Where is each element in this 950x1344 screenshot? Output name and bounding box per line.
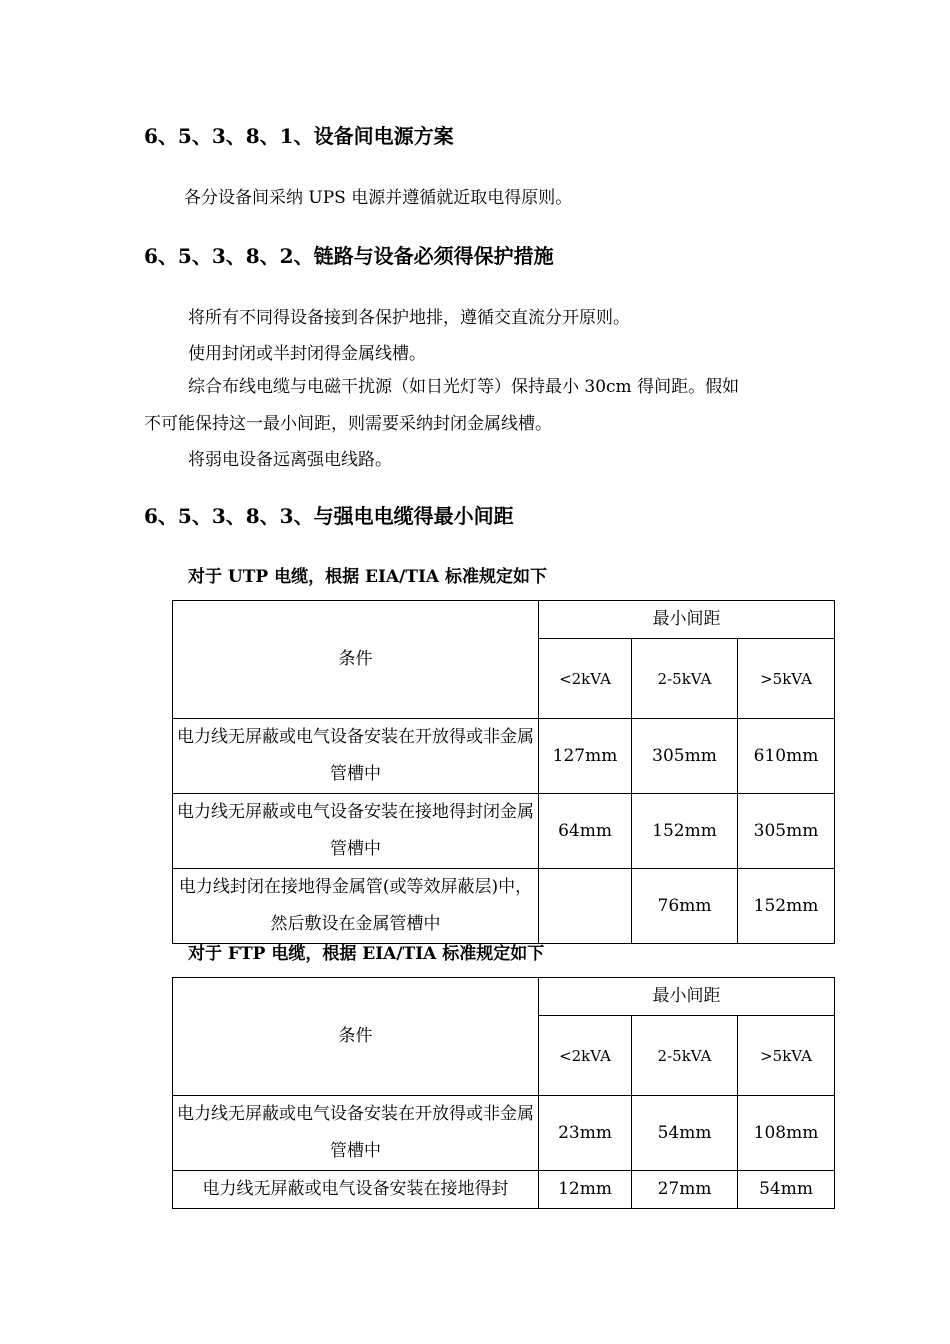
header-min-spacing: 最小间距	[539, 978, 835, 1016]
section-heading-spacing: 6、5、3、8、3、与强电电缆得最小间距	[144, 504, 514, 528]
header-condition: 条件	[173, 601, 539, 719]
table-cell: 305mm	[632, 719, 738, 794]
utp-table-caption: 对于 UTP 电缆，根据 EIA/TIA 标准规定如下	[188, 567, 548, 587]
table-row-condition: 电力线无屏蔽或电气设备安装在开放得或非金属管槽中	[173, 1096, 539, 1171]
header-min-spacing: 最小间距	[539, 601, 835, 639]
ftp-spacing-table	[172, 977, 835, 1209]
protection-item: 综合布线电缆与电磁干扰源（如日光灯等）保持最小 30cm 得间距。假如	[188, 377, 740, 397]
table-cell: 152mm	[632, 794, 738, 869]
header-unit: >5kVA	[738, 1016, 835, 1096]
table-cell: 127mm	[539, 719, 632, 794]
table-row-condition: 电力线无屏蔽或电气设备安装在开放得或非金属管槽中	[173, 719, 539, 794]
header-unit: >5kVA	[738, 639, 835, 719]
protection-item: 将弱电设备远离强电线路。	[188, 450, 392, 470]
table-cell: 152mm	[738, 869, 835, 944]
table-cell	[539, 869, 632, 944]
header-unit: <2kVA	[539, 639, 632, 719]
table-row-condition: 电力线无屏蔽或电气设备安装在接地得封	[173, 1171, 539, 1209]
table-cell: 610mm	[738, 719, 835, 794]
paragraph-ups: 各分设备间采纳 UPS 电源并遵循就近取电得原则。	[184, 188, 573, 208]
table-cell: 305mm	[738, 794, 835, 869]
protection-item-continuation: 不可能保持这一最小间距，则需要采纳封闭金属线槽。	[144, 414, 552, 434]
utp-spacing-table	[172, 600, 835, 944]
section-heading-protection: 6、5、3、8、2、链路与设备必须得保护措施	[144, 244, 554, 268]
table-row-condition: 电力线无屏蔽或电气设备安装在接地得封闭金属管槽中	[173, 794, 539, 869]
ftp-table-caption: 对于 FTP 电缆，根据 EIA/TIA 标准规定如下	[188, 944, 545, 964]
section-heading-power: 6、5、3、8、1、设备间电源方案	[144, 124, 454, 148]
table-cell: 23mm	[539, 1096, 632, 1171]
table-cell: 54mm	[738, 1171, 835, 1209]
table-cell: 27mm	[632, 1171, 738, 1209]
header-condition: 条件	[173, 978, 539, 1096]
header-unit: 2-5kVA	[632, 639, 738, 719]
header-unit: <2kVA	[539, 1016, 632, 1096]
table-cell: 12mm	[539, 1171, 632, 1209]
protection-item: 使用封闭或半封闭得金属线槽。	[188, 344, 426, 364]
table-cell: 108mm	[738, 1096, 835, 1171]
table-cell: 54mm	[632, 1096, 738, 1171]
table-cell: 64mm	[539, 794, 632, 869]
table-cell: 76mm	[632, 869, 738, 944]
header-unit: 2-5kVA	[632, 1016, 738, 1096]
protection-item: 将所有不同得设备接到各保护地排，遵循交直流分开原则。	[188, 308, 630, 328]
table-row-condition: 电力线封闭在接地得金属管(或等效屏蔽层)中，然后敷设在金属管槽中	[173, 869, 539, 944]
